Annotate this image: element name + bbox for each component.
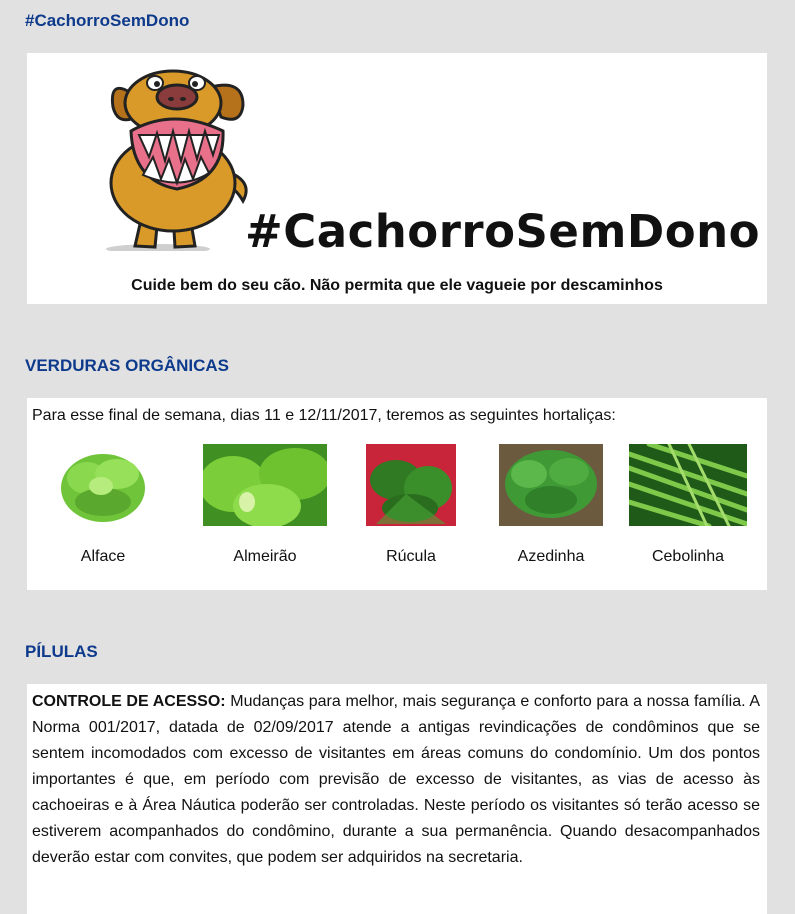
- pills-lead: CONTROLE DE ACESSO:: [32, 693, 226, 710]
- chives-image: [629, 444, 747, 526]
- sorrel-image: [499, 444, 603, 526]
- pills-section-title: PÍLULAS: [25, 642, 98, 661]
- dog-section-title: #CachorroSemDono: [25, 11, 190, 30]
- lettuce-image: [53, 444, 153, 526]
- veggie-item-azedinha: [499, 444, 603, 565]
- dog-banner: [27, 53, 767, 304]
- veggies-card: [27, 398, 767, 590]
- arugula-image: [366, 444, 456, 526]
- veggie-label: Cebolinha: [651, 548, 725, 565]
- veggie-item-rucula: [366, 444, 456, 565]
- pills-card: [27, 684, 767, 914]
- banner-caption: Cuide bem do seu cão. Não permita que ele vagueie por descaminhos: [131, 277, 663, 294]
- veggie-item-alface: [53, 444, 153, 565]
- veggies-section-title: VERDURAS ORGÂNICAS: [25, 356, 230, 375]
- veggie-label: Azedinha: [517, 548, 585, 565]
- veggie-item-cebolinha: [629, 444, 747, 565]
- banner-logo-text: #CachorroSemDono: [245, 205, 761, 258]
- chicory-image: [203, 444, 327, 526]
- veggie-label: Almeirão: [233, 548, 297, 565]
- veggie-label: Rúcula: [386, 548, 436, 565]
- pills-article: [32, 689, 760, 871]
- angry-dog-illustration: [103, 61, 253, 251]
- pills-body: Mudanças para melhor, mais segurança e conforto para a nossa família. A Norma 001/2017, datada de 02/09/2017 atende a antigas revindicações de condôminos que se sentem incomodados com excesso de visitantes em áreas comuns do condomínio. Um dos pontos importantes é que, em período com previsão de excesso de visitantes, as vias de acesso às cachoeiras e à Área Náutica poderão ser controladas. Neste período os visitantes só terão acesso se estiverem acompanhados do condômino, durante a sua permanência. Quando desacompanhados deverão estar com convites, que podem ser adquiridos na secretaria.: [32, 693, 760, 866]
- veggies-intro: Para esse final de semana, dias 11 e 12/11/2017, teremos as seguintes hortaliças:: [32, 407, 616, 424]
- veggie-item-almeirao: [203, 444, 327, 565]
- veggie-label: Alface: [80, 548, 126, 565]
